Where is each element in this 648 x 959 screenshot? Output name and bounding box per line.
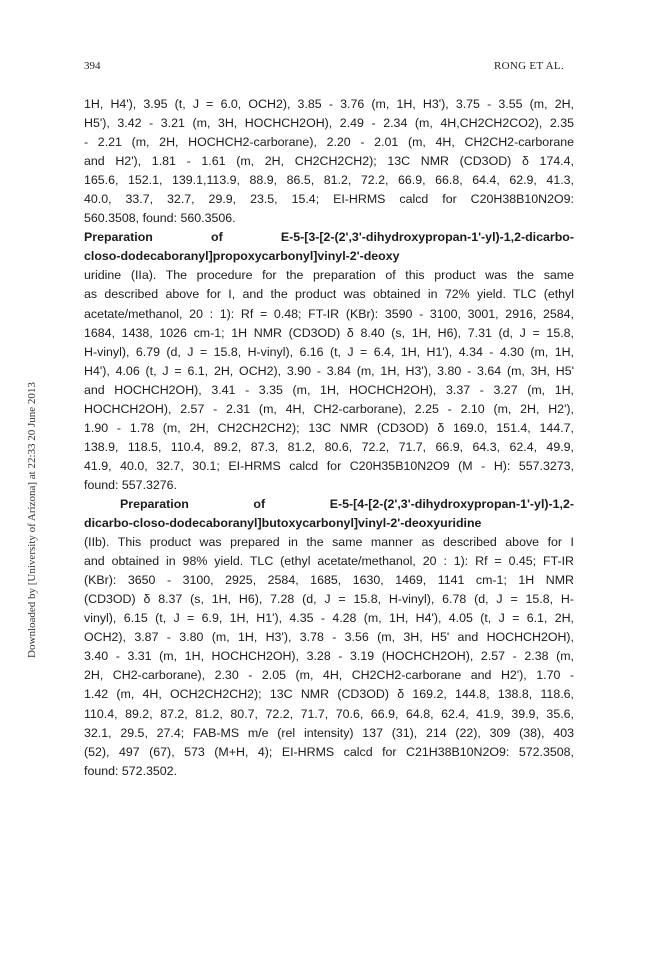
- section-heading-line: Preparation of E-5-[3-[2-(2',3'-dihydroxypropan-1'-yl)-1,2-dicarbo-: [84, 230, 574, 245]
- section-heading-line: closo-dodecaboranyl]propoxycarbonyl]vinyl-2'-deoxy: [84, 249, 400, 264]
- text-line: and obtained in 98% yield. TLC (ethyl acetate/methanol, 20 : 1): Rf = 0.45; FT-IR: [84, 554, 574, 569]
- running-head: RONG ET AL.: [493, 60, 564, 72]
- text-line: 32.1, 29.5, 27.4; FAB-MS m/e (rel intensity) 137 (31), 214 (22), 309 (38), 403: [84, 725, 574, 740]
- body-text: [84, 95, 574, 781]
- text-line: 41.9, 40.0, 32.7, 30.1; EI-HRMS calcd for C20H35B10N2O9 (M - H): 557.3273,: [84, 458, 574, 473]
- page-number: 394: [84, 60, 101, 72]
- text-line: (CD3OD) δ 8.37 (s, 1H, H6), 7.28 (d, J = 15.8, H-vinyl), 6.78 (d, J = 15.8, H-: [84, 592, 574, 607]
- text-line: acetate/methanol, 20 : 1): Rf = 0.48; FT-IR (KBr): 3590 - 3100, 3001, 2916, 2584,: [84, 306, 574, 321]
- download-watermark-text: Downloaded by [University of Arizona] at 22:33 20 June 2013: [26, 382, 38, 658]
- text-line: uridine (IIa). The procedure for the preparation of this product was the same: [84, 268, 574, 283]
- page-header: [84, 60, 564, 76]
- text-line: found: 557.3276.: [84, 477, 178, 492]
- text-line: 40.0, 33.7, 32.7, 29.9, 23.5, 15.4; EI-HRMS calcd for C20H38B10N2O9:: [84, 192, 574, 207]
- section-heading-line: Preparation of E-5-[4-[2-(2',3'-dihydroxypropan-1'-yl)-1,2-: [120, 496, 574, 511]
- text-line: 165.6, 152.1, 139.1,113.9, 88.9, 86.5, 81.2, 72.2, 66.9, 66.8, 64.4, 62.9, 41.3,: [84, 173, 574, 188]
- text-line: H5'), 3.42 - 3.21 (m, 3H, HOCHCH2OH), 2.49 - 2.34 (m, 4H,CH2CH2CO2), 2.35: [84, 116, 574, 131]
- text-line: 1H, H4'), 3.95 (t, J = 6.0, OCH2), 3.85 - 3.76 (m, 1H, H3'), 3.75 - 3.55 (m, 2H,: [84, 97, 574, 111]
- text-line: 3.40 - 3.31 (m, 1H, HOCHCH2OH), 3.28 - 3.19 (HOCHCH2OH), 2.57 - 2.38 (m,: [84, 649, 574, 664]
- text-line: - 2.21 (m, 2H, HOCHCH2-carborane), 2.20 - 2.01 (m, 4H, CH2CH2-carborane: [84, 135, 574, 150]
- text-line: 138.9, 118.5, 110.4, 89.2, 87.3, 81.2, 80.6, 72.2, 71.7, 66.9, 64.3, 62.4, 49.9,: [84, 439, 574, 454]
- text-line: H4'), 4.06 (t, J = 6.1, 2H, OCH2), 3.90 - 3.84 (m, 1H, H3'), 3.80 - 3.64 (m, 3H, H5': [84, 363, 574, 378]
- text-line: (IIb). This product was prepared in the same manner as described above for I: [84, 535, 574, 550]
- text-line: found: 572.3502.: [84, 763, 178, 778]
- text-line: and H2'), 1.81 - 1.61 (m, 2H, CH2CH2CH2); 13C NMR (CD3OD) δ 174.4,: [84, 154, 574, 169]
- text-line: HOCHCH2OH), 2.57 - 2.31 (m, 4H, CH2-carborane), 2.25 - 2.10 (m, 2H, H2'),: [84, 401, 574, 416]
- text-line: 1.90 - 1.78 (m, 2H, CH2CH2CH2); 13C NMR (CD3OD) δ 169.0, 151.4, 144.7,: [84, 420, 574, 435]
- text-line: 560.3508, found: 560.3506.: [84, 211, 236, 226]
- text-line: OCH2), 3.87 - 3.80 (m, 1H, H3'), 3.78 - 3.56 (m, 3H, H5' and HOCHCH2OH),: [84, 630, 574, 645]
- text-line: and HOCHCH2OH), 3.41 - 3.35 (m, 1H, HOCHCH2OH), 3.37 - 3.27 (m, 1H,: [84, 382, 574, 397]
- text-line: 1.42 (m, 4H, OCH2CH2CH2); 13C NMR (CD3OD) δ 169.2, 144.8, 138.8, 118.6,: [84, 687, 574, 702]
- text-line: as described above for I, and the product was obtained in 72% yield. TLC (ethyl: [84, 287, 574, 302]
- section-heading-line: dicarbo-closo-dodecaboranyl]butoxycarbonyl]vinyl-2'-deoxyuridine: [84, 516, 482, 531]
- text-line: (52), 497 (67), 573 (M+H, 4); EI-HRMS calcd for C21H38B10N2O9: 572.3508,: [84, 744, 574, 759]
- text-line: H-vinyl), 6.79 (d, J = 15.8, H-vinyl), 6.16 (t, J = 6.4, 1H, H1'), 4.34 - 4.30 (m, 1H,: [84, 344, 574, 359]
- text-line: vinyl), 6.15 (t, J = 6.9, 1H, H1'), 4.35 - 4.28 (m, 1H, H4'), 4.05 (t, J = 6.1, 2H,: [84, 611, 574, 626]
- text-line: 110.4, 89.2, 87.2, 81.2, 80.7, 72.2, 71.7, 70.6, 66.9, 64.8, 62.4, 41.9, 39.9, 35.6,: [84, 706, 574, 721]
- text-line: (KBr): 3650 - 3100, 2925, 2584, 1685, 1630, 1469, 1141 cm-1; 1H NMR: [84, 573, 574, 588]
- text-line: 2H, CH2-carborane), 2.30 - 2.05 (m, 4H, CH2CH2-carborane and H2'), 1.70 -: [84, 668, 574, 683]
- text-line: 1684, 1438, 1026 cm-1; 1H NMR (CD3OD) δ 8.40 (s, 1H, H6), 7.31 (d, J = 15.8,: [84, 325, 574, 340]
